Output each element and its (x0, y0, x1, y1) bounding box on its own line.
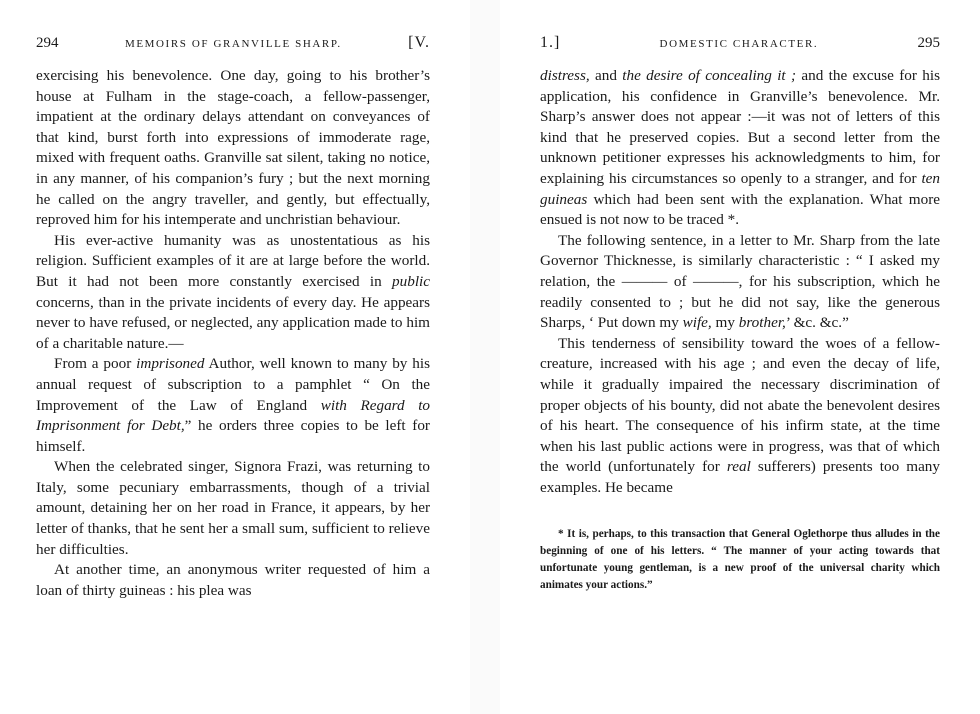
text-run: exercising his benevolence. One day, going to his brother’s house at Fulham in the stage-coach, a fellow-passenger, impatient at the ordinary delays attendant on conveyances of that kind, burst forth into expressions of immoderate rage, mixed with frequent oaths. Granville sat silent, taking no notice, in any manner, of his companion’s fury ; but the next morning he called on the angry traveller, and gently, but effectually, reproved him for his intemperate and unchristian behaviour. (36, 67, 430, 229)
paragraph (540, 231, 940, 334)
text-run: concerns, than in the private incidents of every day. He appears never to have refused, or neglected, any application made to him of a charitable nature.— (36, 293, 430, 352)
text-run: The following sentence, in a letter to Mr. Sharp from the late Governor Thicknesse, is similarly characteristic : “ I asked my relation, the ——— of ———, for his subscription, which he readily consented to ; but he did not say, like the generous Sharps, ‘ Put down my (540, 231, 940, 332)
running-title: DOMESTIC CHARACTER. (659, 38, 819, 50)
right-page-body (540, 66, 940, 498)
text-run: From a poor (54, 355, 137, 373)
paragraph (36, 66, 430, 231)
italic-text: ten guineas (540, 169, 940, 208)
text-run: This tenderness of sensibility toward the woes of a fellow-creature, increased with his age ; and even the decay of life, while it gradually impaired the necessary discrimination of proper objects of his bounty, did not abate the benevolent desires of his heart. The consequence of his infirm state, at the time when his last public actions were in progress, was that of which the world (unfortunately for (540, 334, 940, 476)
footnote: * It is, perhaps, to this transaction that General Oglethorpe thus alludes in the beginning of one of his letters. “ The manner of your acting towards that unfortunate young gentleman, is a new proof of the universal charity which animates your actions.” (540, 528, 940, 592)
page-number: 295 (917, 35, 940, 51)
text-run: my (711, 314, 739, 332)
italic-text: wife, (682, 314, 712, 332)
page-number: 294 (36, 35, 59, 51)
italic-text: the desire of concealing it ; (622, 67, 797, 84)
text-run: His ever-active humanity was as unostentatious as his religion. Sufficient examples of it are at large before the world. But it had not been more constantly exercised in (36, 231, 430, 290)
text-run: which had been sent with the explanation. What more ensued is not now to be traced *. (540, 190, 940, 229)
italic-text: with Regard to Imprisonment for Debt, (36, 396, 431, 435)
italic-text: public (392, 272, 430, 290)
chapter-mark: 1.] (540, 34, 561, 51)
text-run: and (589, 67, 623, 84)
text-run: and the excuse for his application, his confidence in Granville’s benevolence. Mr. Sharp’s answer does not appear :—it was not of letters of this kind that he preserved copies. But a second letter from the unknown petitioner expresses his acknowledgments to him, for explaining his circumstances so openly to a stranger, and for (540, 67, 940, 187)
left-page-body (36, 66, 430, 601)
text-run: Author, well known to many by his annual request of subscription to a pamphlet “ On the Improvement of the Law of England (36, 355, 430, 414)
book-gutter (470, 0, 500, 714)
italic-text: imprisoned (136, 355, 205, 373)
paragraph (36, 354, 430, 457)
paragraph (36, 457, 430, 560)
paragraph (540, 334, 940, 499)
italic-text: distress, (540, 67, 590, 84)
italic-text: brother, (738, 314, 786, 332)
chapter-mark: [V. (408, 34, 430, 51)
right-page-header (540, 34, 940, 60)
text-run: At another time, an anonymous writer requested of him a loan of thirty guineas : his plea was (36, 561, 430, 599)
running-title: MEMOIRS OF GRANVILLE SHARP. (124, 38, 342, 50)
text-run: ” he orders three copies to be left for himself. (36, 417, 430, 455)
text-run: When the celebrated singer, Signora Frazi, was returning to Italy, some pecuniary embarrassments, though of a trivial amount, detaining her on her road in France, it appears, by her letter of thanks, that he sent her a small sum, sufficient to relieve her difficulties. (36, 458, 430, 558)
paragraph (540, 66, 940, 231)
right-page (500, 0, 980, 714)
paragraph (36, 231, 430, 355)
text-run: sufferers) presents too many examples. He became (540, 458, 940, 496)
left-page (0, 0, 470, 714)
left-page-header (36, 34, 430, 60)
text-run: ’ &c. &c.” (785, 314, 849, 332)
paragraph (36, 560, 430, 601)
italic-text: real (726, 458, 751, 476)
